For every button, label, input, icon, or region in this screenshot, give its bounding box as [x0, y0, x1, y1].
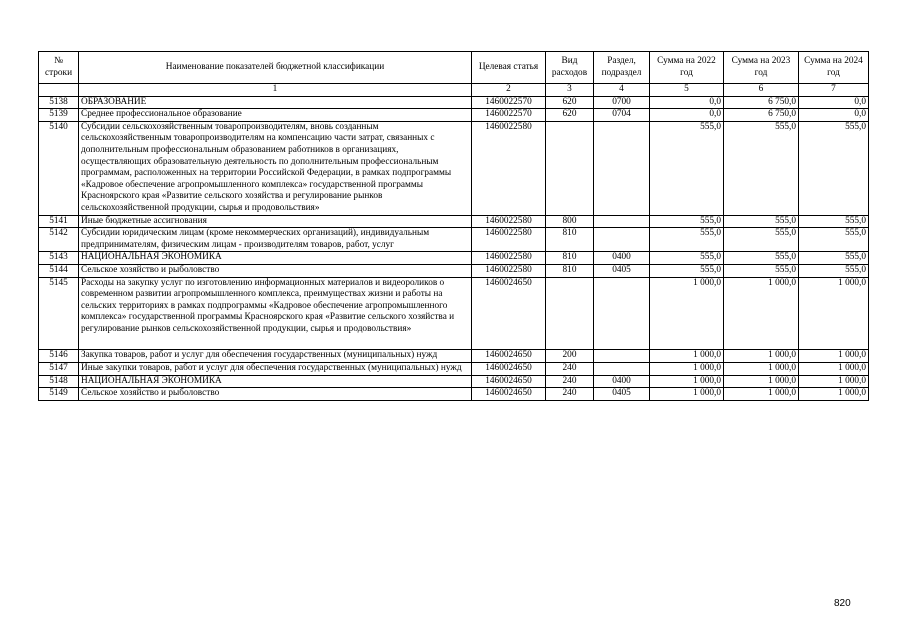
row-number: 5141: [39, 215, 79, 228]
row-number: 5142: [39, 228, 79, 252]
row-target: 1460022580: [472, 215, 546, 228]
row-sum-2022: 555,0: [650, 228, 724, 252]
table-row: [39, 96, 869, 109]
row-sum-2024: 1 000,0: [799, 350, 869, 363]
row-sum-2022: 1 000,0: [650, 375, 724, 388]
row-number: 5146: [39, 350, 79, 363]
row-sum-2023: 555,0: [724, 215, 799, 228]
row-sum-2023: 6 750,0: [724, 109, 799, 122]
row-sum-2024: 0,0: [799, 109, 869, 122]
row-kind: 810: [546, 264, 594, 277]
column-number: 4: [594, 84, 650, 97]
row-sum-2023: 555,0: [724, 121, 799, 215]
row-sum-2022: 0,0: [650, 109, 724, 122]
header-kind: Вид расходов: [546, 52, 594, 84]
row-name: Закупка товаров, работ и услуг для обеспечения государственных (муниципальных) нужд: [79, 350, 472, 363]
row-target: 1460022580: [472, 121, 546, 215]
row-number: 5145: [39, 277, 79, 350]
row-sum-2022: 1 000,0: [650, 388, 724, 401]
row-sum-2024: 555,0: [799, 252, 869, 265]
row-name: Иные закупки товаров, работ и услуг для обеспечения государственных (муниципальных) нужд: [79, 363, 472, 376]
row-sum-2023: 1 000,0: [724, 375, 799, 388]
row-target: 1460024650: [472, 277, 546, 350]
table-row: [39, 109, 869, 122]
row-section: [594, 228, 650, 252]
row-target: 1460024650: [472, 388, 546, 401]
row-sum-2022: 555,0: [650, 121, 724, 215]
row-target: 1460022580: [472, 264, 546, 277]
budget-table-container: [38, 51, 868, 401]
row-kind: 810: [546, 252, 594, 265]
row-sum-2024: 1 000,0: [799, 363, 869, 376]
page-number: 820: [834, 598, 851, 609]
table-row: [39, 252, 869, 265]
row-section: 0704: [594, 109, 650, 122]
column-number: 5: [650, 84, 724, 97]
row-name: НАЦИОНАЛЬНАЯ ЭКОНОМИКА: [79, 375, 472, 388]
budget-table: [38, 51, 869, 401]
row-sum-2023: 1 000,0: [724, 388, 799, 401]
table-row: [39, 215, 869, 228]
row-sum-2024: 1 000,0: [799, 375, 869, 388]
row-kind: 800: [546, 215, 594, 228]
row-sum-2022: 1 000,0: [650, 350, 724, 363]
row-sum-2024: 1 000,0: [799, 388, 869, 401]
row-target: 1460024650: [472, 375, 546, 388]
row-sum-2022: 555,0: [650, 215, 724, 228]
row-section: [594, 350, 650, 363]
row-sum-2024: 555,0: [799, 228, 869, 252]
row-number: 5148: [39, 375, 79, 388]
row-sum-2022: 555,0: [650, 264, 724, 277]
row-sum-2024: 1 000,0: [799, 277, 869, 350]
row-name: Субсидии сельскохозяйственным товаропроизводителям, вновь созданным сельскохозяйственным товаропроизводителям на компенсацию части затрат, связанных с дополнительным профессиональным образованием работников в организациях, осуществляющих образовательную деятельность по дополнительным профессиональным программам, расположенных на территории Российской Федерации, в рамках подпрограммы «Кадровое обеспечение агропромышленного комплекса» государственной программы Красноярского края «Развитие сельского хозяйства и регулирование рынков сельскохозяйственной продукции, сырья и продовольствия»: [79, 121, 472, 215]
row-name: ОБРАЗОВАНИЕ: [79, 96, 472, 109]
row-sum-2024: 555,0: [799, 121, 869, 215]
row-name: Сельское хозяйство и рыболовство: [79, 264, 472, 277]
table-row: [39, 363, 869, 376]
row-sum-2023: 555,0: [724, 252, 799, 265]
table-row: [39, 264, 869, 277]
row-sum-2024: 555,0: [799, 215, 869, 228]
row-sum-2024: 555,0: [799, 264, 869, 277]
header-sum-2022: Сумма на 2022 год: [650, 52, 724, 84]
row-section: 0700: [594, 96, 650, 109]
row-section: 0400: [594, 375, 650, 388]
row-sum-2023: 555,0: [724, 264, 799, 277]
column-number: 1: [79, 84, 472, 97]
header-row: [39, 52, 869, 84]
row-sum-2023: 1 000,0: [724, 277, 799, 350]
header-sum-2023: Сумма на 2023 год: [724, 52, 799, 84]
row-number: 5149: [39, 388, 79, 401]
row-sum-2023: 6 750,0: [724, 96, 799, 109]
row-target: 1460024650: [472, 363, 546, 376]
row-sum-2022: 1 000,0: [650, 363, 724, 376]
row-kind: 200: [546, 350, 594, 363]
row-name: Сельское хозяйство и рыболовство: [79, 388, 472, 401]
column-number: [39, 84, 79, 97]
table-row: [39, 277, 869, 350]
row-kind: 620: [546, 96, 594, 109]
row-number: 5144: [39, 264, 79, 277]
row-section: [594, 363, 650, 376]
row-name: Субсидии юридическим лицам (кроме некоммерческих организаций), индивидуальным предпринимателям, физическим лицам - производителям товаров, работ, услуг: [79, 228, 472, 252]
column-numbers-row: [39, 84, 869, 97]
row-sum-2022: 555,0: [650, 252, 724, 265]
row-kind: 620: [546, 109, 594, 122]
row-section: [594, 277, 650, 350]
row-kind: 810: [546, 228, 594, 252]
column-number: 6: [724, 84, 799, 97]
row-section: [594, 215, 650, 228]
row-sum-2023: 1 000,0: [724, 363, 799, 376]
row-name: НАЦИОНАЛЬНАЯ ЭКОНОМИКА: [79, 252, 472, 265]
row-kind: 240: [546, 388, 594, 401]
header-sum-2024: Сумма на 2024 год: [799, 52, 869, 84]
table-row: [39, 375, 869, 388]
table-row: [39, 228, 869, 252]
row-name: Среднее профессиональное образование: [79, 109, 472, 122]
row-number: 5143: [39, 252, 79, 265]
row-sum-2023: 1 000,0: [724, 350, 799, 363]
header-row-no: № строки: [39, 52, 79, 84]
row-section: [594, 121, 650, 215]
row-target: 1460022570: [472, 96, 546, 109]
row-sum-2022: 1 000,0: [650, 277, 724, 350]
table-row: [39, 388, 869, 401]
row-section: 0405: [594, 388, 650, 401]
row-sum-2023: 555,0: [724, 228, 799, 252]
row-target: 1460022570: [472, 109, 546, 122]
row-target: 1460022580: [472, 252, 546, 265]
header-name: Наименование показателей бюджетной классификации: [79, 52, 472, 84]
row-target: 1460024650: [472, 350, 546, 363]
row-number: 5147: [39, 363, 79, 376]
row-number: 5140: [39, 121, 79, 215]
table-row: [39, 350, 869, 363]
table-row: [39, 121, 869, 215]
row-kind: 240: [546, 363, 594, 376]
row-kind: 240: [546, 375, 594, 388]
row-name: Расходы на закупку услуг по изготовлению информационных материалов и видеороликов о современном развитии агропромышленного комплекса, преимуществах жизни и работы на сельских территориях в рамках подпрограммы «Кадровое обеспечение агропромышленного комплекса» государственной программы Красноярского края «Развитие сельского хозяйства и регулирование рынков сельскохозяйственной продукции, сырья и продовольствия»: [79, 277, 472, 350]
row-kind: [546, 277, 594, 350]
column-number: 2: [472, 84, 546, 97]
row-section: 0405: [594, 264, 650, 277]
row-target: 1460022580: [472, 228, 546, 252]
column-number: 3: [546, 84, 594, 97]
row-name: Иные бюджетные ассигнования: [79, 215, 472, 228]
column-number: 7: [799, 84, 869, 97]
row-section: 0400: [594, 252, 650, 265]
row-number: 5138: [39, 96, 79, 109]
row-number: 5139: [39, 109, 79, 122]
row-sum-2022: 0,0: [650, 96, 724, 109]
header-target: Целевая статья: [472, 52, 546, 84]
row-kind: [546, 121, 594, 215]
header-section: Раздел, подраздел: [594, 52, 650, 84]
row-sum-2024: 0,0: [799, 96, 869, 109]
